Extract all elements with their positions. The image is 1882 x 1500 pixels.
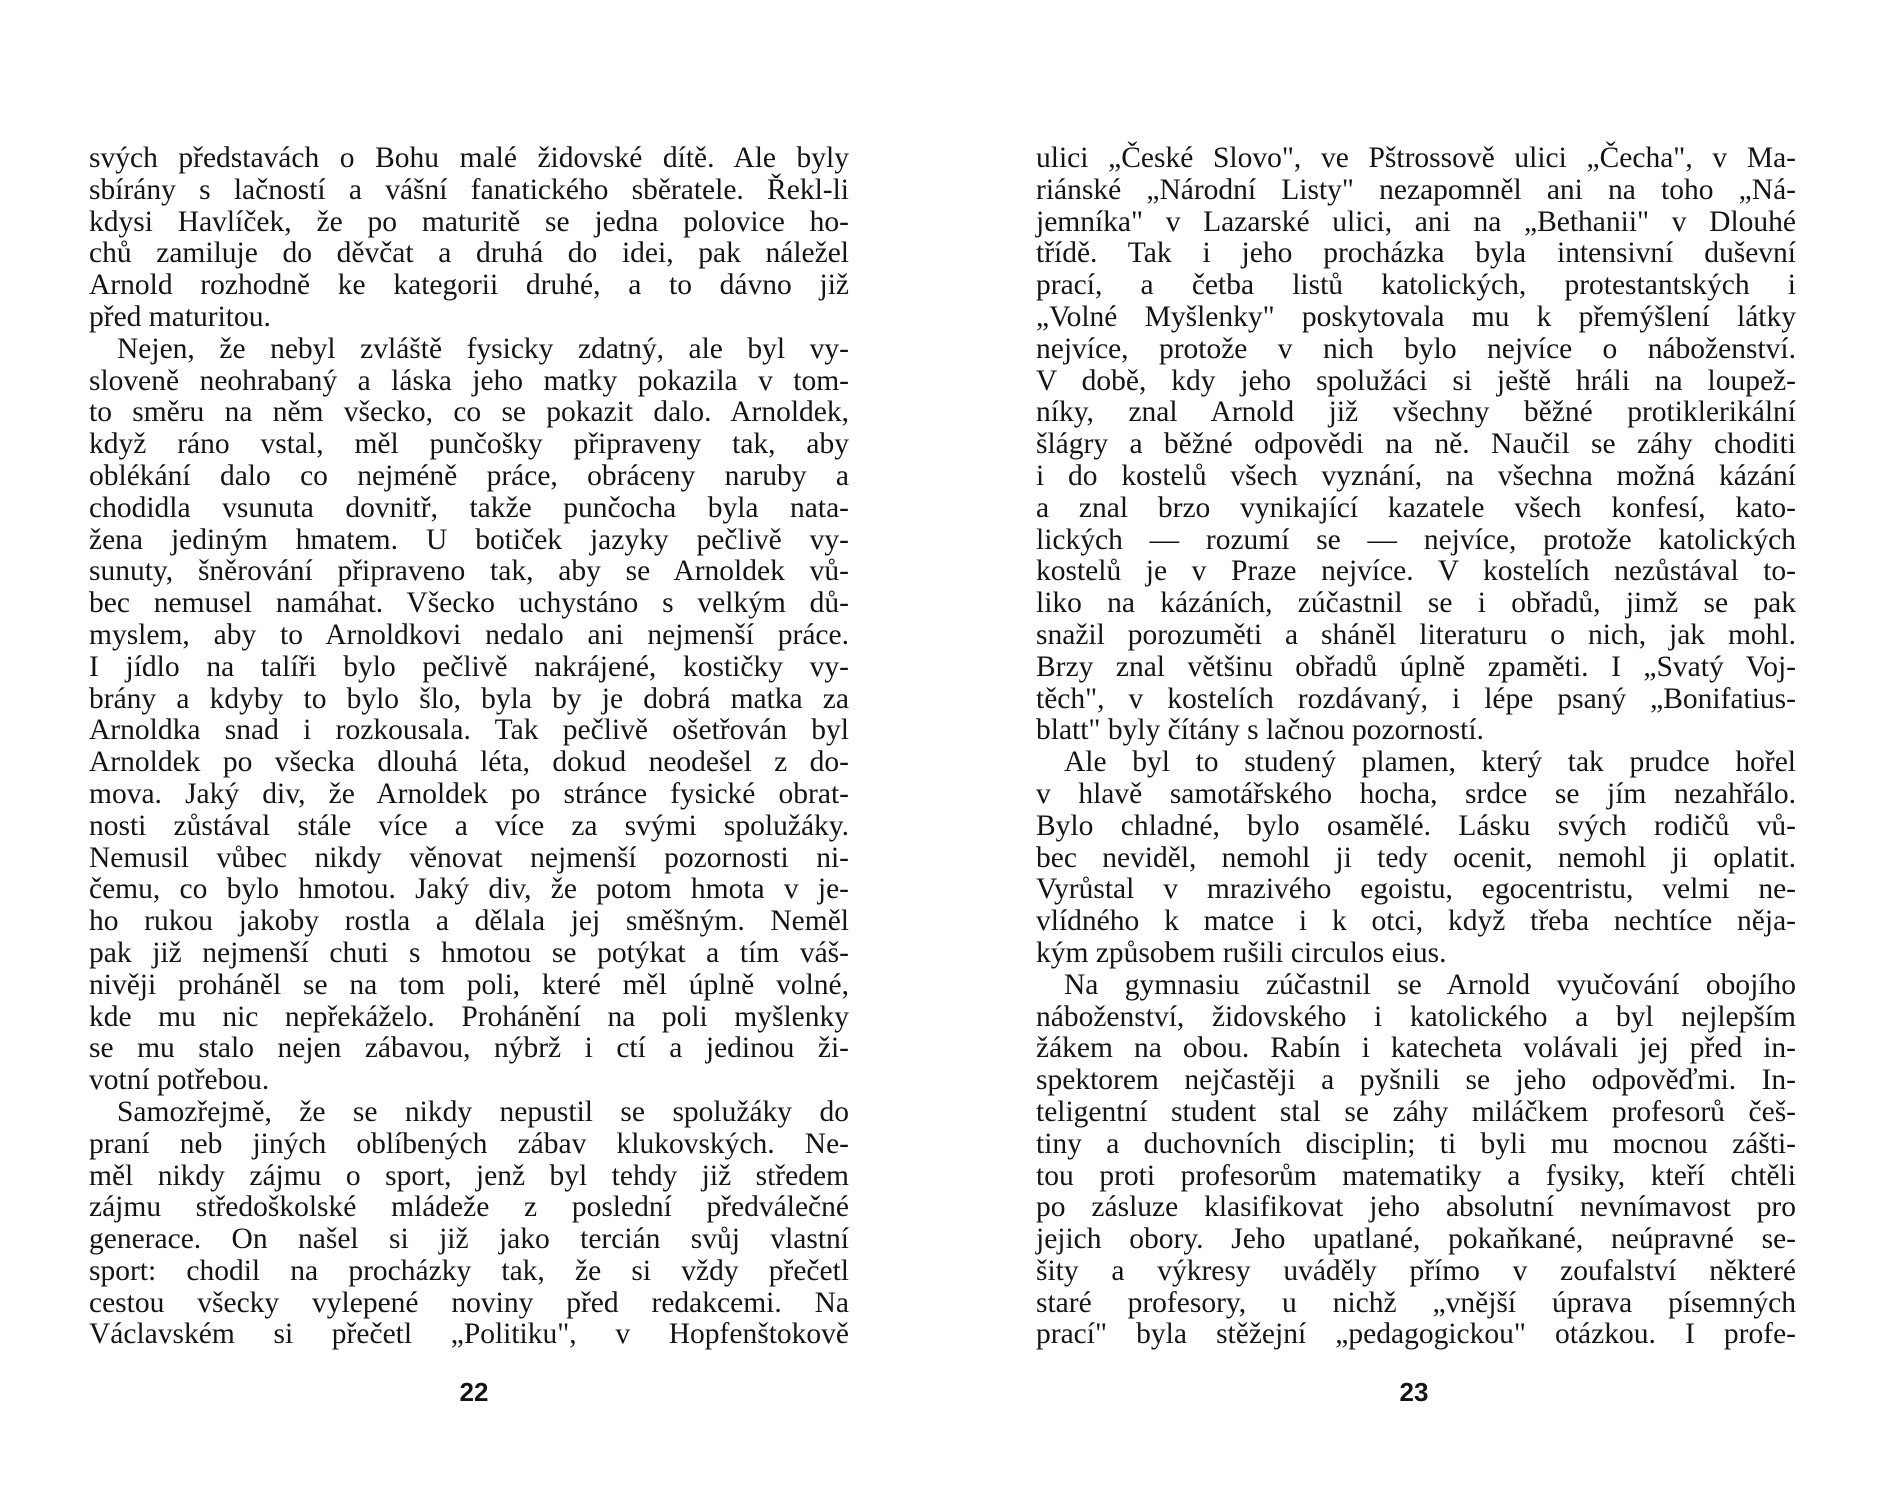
text-line: náboženství, židovského i katolického a byl nejlepším bbox=[1036, 1000, 1796, 1033]
text-line: teligentní student stal se záhy miláčkem profesorů češ- bbox=[1036, 1095, 1796, 1128]
text-line: nosti zůstával stále více a více za svými spolužáky. bbox=[89, 809, 849, 842]
left-page-number: 22 bbox=[459, 1377, 489, 1407]
text-line: se mu stalo nejen zábavou, nýbrž i ctí a jedinou ži- bbox=[89, 1032, 849, 1065]
text-line: Brzy znal většinu obřadů úplně zpaměti. I „Svatý Voj- bbox=[1036, 650, 1796, 683]
text-line: tou proti profesorům matematiky a fysiky, kteří chtěli bbox=[1036, 1159, 1796, 1192]
text-line: generace. On našel si již jako tercián svůj vlastní bbox=[89, 1223, 849, 1256]
text-line: Václavském si přečetl „Politiku", v Hopfenštokově bbox=[89, 1318, 849, 1351]
text-line: chodidla vsunuta dovnitř, takže punčocha byla nata- bbox=[89, 491, 849, 524]
text-line: vlídného k matce i k otci, když třeba nechtíce něja- bbox=[1036, 905, 1796, 938]
right-page-number: 23 bbox=[1399, 1377, 1429, 1407]
right-page bbox=[941, 0, 1882, 1500]
text-line: žena jediným hmatem. U botiček jazyky pečlivě vy- bbox=[89, 523, 849, 556]
text-line: nejvíce, protože v nich bylo nejvíce o náboženství. bbox=[1036, 332, 1796, 365]
text-line: Arnoldka snad i rozkousala. Tak pečlivě ošetřován byl bbox=[89, 714, 849, 747]
text-line: liko na kázáních, zúčastnil se i obřadů, jimž se pak bbox=[1036, 587, 1796, 620]
text-line: čemu, co bylo hmotou. Jaký div, že potom hmota v je- bbox=[89, 873, 849, 906]
text-line: myslem, aby to Arnoldkovi nedalo ani nejmenší práce. bbox=[89, 618, 849, 651]
text-line: staré profesory, u nichž „vnější úprava písemných bbox=[1036, 1286, 1796, 1319]
text-line: a znal brzo vynikající kazatele všech konfesí, kato- bbox=[1036, 491, 1796, 524]
text-line: snažil porozuměti a sháněl literaturu o nich, jak mohl. bbox=[1036, 618, 1796, 651]
text-line: Ale byl to studený plamen, který tak prudce hořel bbox=[1064, 746, 1796, 779]
text-line: kde mu nic nepřekáželo. Prohánění na poli myšlenky bbox=[89, 1000, 849, 1033]
text-line: ho rukou jakoby rostla a dělala jej směšným. Neměl bbox=[89, 905, 849, 938]
text-line: sloveně neohrabaný a láska jeho matky pokazila v tom- bbox=[89, 364, 849, 397]
text-line: kdysi Havlíček, že po maturitě se jedna polovice ho- bbox=[89, 205, 849, 238]
text-line: I jídlo na talíři bylo pečlivě nakrájené, kostičky vy- bbox=[89, 650, 849, 683]
text-line: Vyrůstal v mrazivého egoistu, egocentristu, velmi ne- bbox=[1036, 873, 1796, 906]
text-line: sport: chodil na procházky tak, že si vždy přečetl bbox=[89, 1254, 849, 1287]
text-line: níky, znal Arnold již všechny běžné protiklerikální bbox=[1036, 396, 1796, 429]
text-line: to směru na něm všecko, co se pokazit dalo. Arnoldek, bbox=[89, 396, 849, 429]
text-line: lických — rozumí se — nejvíce, protože katolických bbox=[1036, 523, 1796, 556]
text-line: po zásluze klasifikovat jeho absolutní nevnímavost pro bbox=[1036, 1191, 1796, 1224]
text-line: zájmu středoškolské mládeže z poslední předválečné bbox=[89, 1191, 849, 1224]
text-line: tiny a duchovních disciplin; ti byli mu mocnou zášti- bbox=[1036, 1127, 1796, 1160]
text-line: blatt" byly čítány s lačnou pozorností. bbox=[1036, 714, 1484, 747]
text-line: mova. Jaký div, že Arnoldek po stránce fysické obrat- bbox=[89, 777, 849, 810]
text-line: votní potřebou. bbox=[89, 1064, 270, 1097]
text-line: i do kostelů všech vyznání, na všechna možná kázání bbox=[1036, 459, 1796, 492]
text-line: těch", v kostelích rozdávaný, i lépe psaný „Bonifatius- bbox=[1036, 682, 1796, 715]
text-line: prací, a četba listů katolických, protestantských i bbox=[1036, 269, 1796, 302]
text-line: pak již nejmenší chuti s hmotou se potýkat a tím váš- bbox=[89, 936, 849, 969]
text-line: oblékání dalo co nejméně práce, obráceny naruby a bbox=[89, 459, 849, 492]
text-line: praní neb jiných oblíbených zábav klukovských. Ne- bbox=[89, 1127, 849, 1160]
text-line: brány a kdyby to bylo šlo, byla by je dobrá matka za bbox=[89, 682, 849, 715]
text-line: prací" byla stěžejní „pedagogickou" otázkou. I profe- bbox=[1036, 1318, 1796, 1351]
text-line: šity a výkresy uváděly přímo v zoufalství některé bbox=[1036, 1254, 1796, 1287]
right-page-text bbox=[1036, 143, 1796, 1351]
text-line: třídě. Tak i jeho procházka byla intensivní duševní bbox=[1036, 237, 1796, 270]
text-line: riánské „Národní Listy" nezapomněl ani na toho „Ná- bbox=[1036, 173, 1796, 206]
text-line: spektorem nejčastěji a pyšnili se jeho odpověďmi. In- bbox=[1036, 1064, 1796, 1097]
text-line: Arnoldek po všecka dlouhá léta, dokud neodešel z do- bbox=[89, 746, 849, 779]
left-page-text bbox=[89, 143, 849, 1351]
text-line: sunuty, šněrování připraveno tak, aby se Arnoldek vů- bbox=[89, 555, 849, 588]
text-line: když ráno vstal, měl punčošky připraveny tak, aby bbox=[89, 428, 849, 461]
text-line: chů zamiluje do děvčat a druhá do idei, pak náležel bbox=[89, 237, 849, 270]
text-line: Samozřejmě, že se nikdy nepustil se spolužáky do bbox=[117, 1095, 849, 1128]
text-line: „Volné Myšlenky" poskytovala mu k přemýšlení látky bbox=[1036, 300, 1796, 333]
text-line: jemníka" v Lazarské ulici, ani na „Bethanii" v Dlouhé bbox=[1036, 205, 1796, 238]
text-line: bec nemusel namáhat. Všecko uchystáno s velkým dů- bbox=[89, 587, 849, 620]
text-line: V době, kdy jeho spolužáci si ještě hráli na loupež- bbox=[1036, 364, 1796, 397]
text-line: bec neviděl, nemohl ji tedy ocenit, nemohl ji oplatit. bbox=[1036, 841, 1796, 874]
text-line: Nemusil vůbec nikdy věnovat nejmenší pozornosti ni- bbox=[89, 841, 849, 874]
text-line: Bylo chladné, bylo osamělé. Lásku svých rodičů vů- bbox=[1036, 809, 1796, 842]
text-line: svých představách o Bohu malé židovské dítě. Ale byly bbox=[89, 142, 849, 174]
text-line: Na gymnasiu zúčastnil se Arnold vyučování obojího bbox=[1064, 968, 1796, 1001]
text-line: Arnold rozhodně ke kategorii druhé, a to dávno již bbox=[89, 269, 849, 302]
text-line: před maturitou. bbox=[89, 300, 271, 333]
text-line: žákem na obou. Rabín i katecheta volávali jej před in- bbox=[1036, 1032, 1796, 1065]
text-line: v hlavě samotářského hocha, srdce se jím nezahřálo. bbox=[1036, 777, 1796, 810]
text-line: sbírány s lačností a vášní fanatického sběratele. Řekl-li bbox=[89, 173, 849, 206]
text-line: jejich obory. Jeho upatlané, pokaňkané, neúpravné se- bbox=[1036, 1223, 1796, 1256]
text-line: měl nikdy zájmu o sport, jenž byl tehdy již středem bbox=[89, 1159, 849, 1192]
text-line: Nejen, že nebyl zvláště fysicky zdatný, ale byl vy- bbox=[117, 332, 849, 365]
text-line: ulici „České Slovo", ve Pštrossově ulici „Čecha", v Ma- bbox=[1036, 142, 1796, 174]
text-line: kým způsobem rušili circulos eius. bbox=[1036, 936, 1447, 969]
text-line: kostelů je v Praze nejvíce. V kostelích nezůstával to- bbox=[1036, 555, 1796, 588]
text-line: cestou všecky vylepené noviny před redakcemi. Na bbox=[89, 1286, 849, 1319]
text-line: nivěji proháněl se na tom poli, které měl úplně volné, bbox=[89, 968, 849, 1001]
text-line: šlágry a běžné odpovědi na ně. Naučil se záhy choditi bbox=[1036, 428, 1796, 461]
